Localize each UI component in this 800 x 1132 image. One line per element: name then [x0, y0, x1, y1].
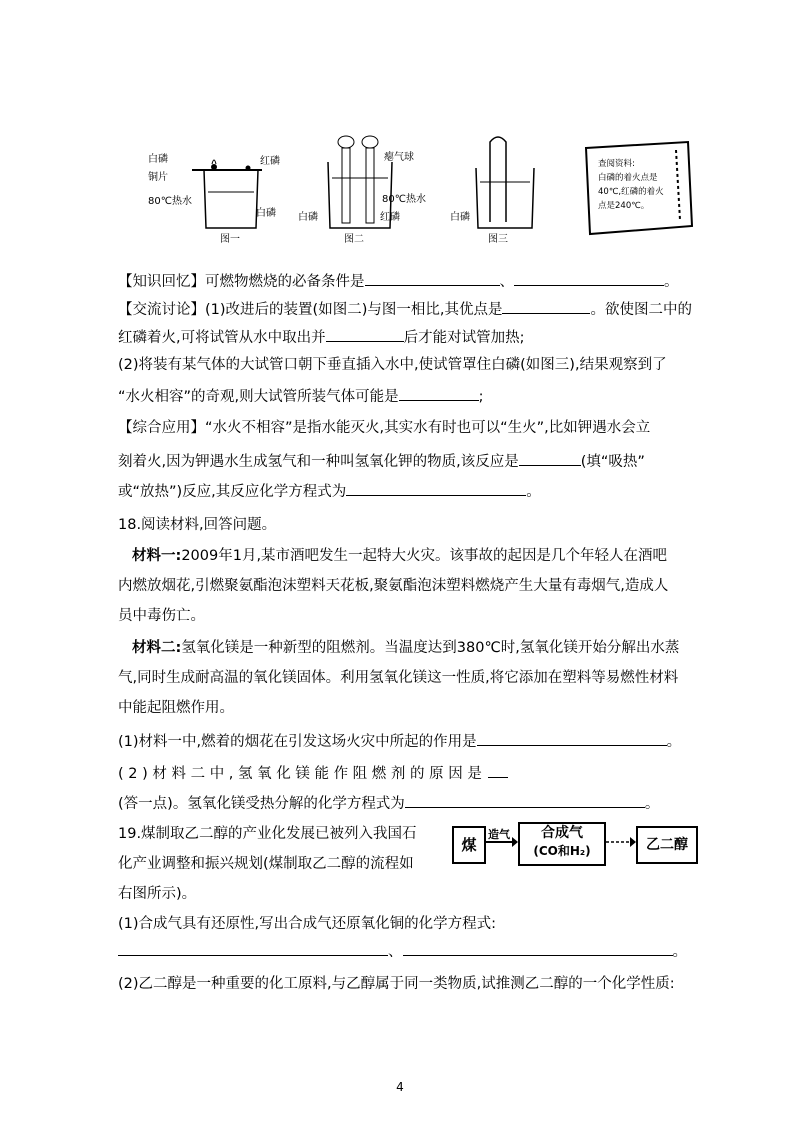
- application-line-1: 【综合应用】“水火不相容”是指水能灭火,其实水有时也可以“生火”,比如钾遇水会立: [118, 420, 651, 436]
- q18-title: 18.阅读材料,回答问题。: [118, 517, 277, 533]
- flow-syngas-box: [518, 822, 606, 866]
- fig1-label-red-phosphorus: 红磷: [260, 156, 280, 167]
- flow-step-label: 造气: [488, 828, 510, 841]
- discussion-line-1: 【交流讨论】(1)改进后的装置(如图二)与图一相比,其优点是 。欲使图二中的: [118, 298, 688, 320]
- recall-line: 【知识回忆】可燃物燃烧的必备条件是 、 。: [118, 270, 688, 292]
- answer-blank[interactable]: [502, 298, 590, 314]
- answer-blank[interactable]: [118, 940, 388, 956]
- fig2-caption: 图二: [344, 234, 364, 245]
- q19-line-1: 19.煤制取乙二醇的产业化发展已被列入我国石: [118, 826, 417, 842]
- q19-sub1-answers: 、 。: [118, 940, 688, 962]
- fig2-label-balloon: 瘪气球: [384, 152, 414, 163]
- application-line-2: 刻着火,因为钾遇水生成氢气和一种叫氢氧化钾的物质,该反应是 (填“吸热”: [118, 450, 688, 472]
- material-2-line-1: 材料二:氢氧化镁是一种新型的阻燃剂。当温度达到380℃时,氢氧化镁开始分解出水蒸: [132, 640, 680, 656]
- fig1-label-water: 80℃热水: [148, 196, 192, 207]
- reference-note-card: [580, 140, 698, 240]
- flow-syngas-sub: (CO和H₂): [533, 844, 591, 858]
- q19-sub2: (2)乙二醇是一种重要的化工原料,与乙醇属于同一类物质,试推测乙二醇的一个化学性质:: [118, 976, 675, 992]
- flow-arrow-2: [604, 836, 636, 848]
- flow-coal-box: 煤: [452, 826, 486, 864]
- answer-blank[interactable]: [326, 326, 404, 342]
- figure-2-apparatus: [298, 130, 448, 245]
- page-number: 4: [396, 1080, 404, 1094]
- flow-product-box: 乙二醇: [636, 826, 698, 864]
- fig1-label-white-phosphorus-2: 白磷: [256, 208, 276, 219]
- q18-sub1: (1)材料一中,燃着的烟花在引发这场火灾中所起的作用是 。: [118, 730, 688, 752]
- note-line-3: 40℃,红磷的着火: [598, 187, 664, 197]
- answer-blank[interactable]: [403, 940, 673, 956]
- fig1-label-white-phosphorus: 白磷: [148, 154, 168, 165]
- q19-line-3: 右图所示)。: [118, 886, 197, 902]
- fig2-label-white-phosphorus: 白磷: [298, 212, 318, 223]
- answer-blank[interactable]: [488, 762, 508, 778]
- fig1-caption: 图一: [220, 234, 240, 245]
- discussion-line-2: 红磷着火,可将试管从水中取出并 后才能对试管加热;: [118, 326, 688, 348]
- flow-arrow-1: [484, 836, 518, 848]
- answer-blank[interactable]: [519, 450, 581, 466]
- fig2-label-water: 80℃热水: [382, 194, 426, 205]
- material-1-line-3: 员中毒伤亡。: [118, 608, 205, 624]
- material-2-line-3: 中能起阻燃作用。: [118, 700, 234, 716]
- discussion-line-4: “水火相容”的奇观,则大试管所装气体可能是 ;: [118, 385, 688, 407]
- fig3-caption: 图三: [488, 234, 508, 245]
- note-line-4: 点是240℃。: [598, 201, 650, 211]
- material-1-line-1: 材料一:2009年1月,某市酒吧发生一起特大火灾。该事故的起因是几个年轻人在酒吧: [132, 548, 668, 564]
- application-line-3: 或“放热”)反应,其反应化学方程式为 。: [118, 480, 688, 502]
- answer-blank[interactable]: [514, 270, 664, 286]
- answer-blank[interactable]: [399, 385, 479, 401]
- answer-blank[interactable]: [346, 480, 526, 496]
- q19-sub1: (1)合成气具有还原性,写出合成气还原氧化铜的化学方程式:: [118, 916, 497, 932]
- figure-1-apparatus: [148, 140, 288, 245]
- material-2-line-2: 气,同时生成耐高温的氧化镁固体。利用氢氧化镁这一性质,将它添加在塑料等易燃性材料: [118, 670, 679, 686]
- answer-blank[interactable]: [405, 792, 645, 808]
- fig1-label-copper: 铜片: [148, 172, 168, 183]
- flow-syngas-label: 合成气: [541, 825, 583, 841]
- discussion-line-3: (2)将装有某气体的大试管口朝下垂直插入水中,使试管罩住白磷(如图三),结果观察到了: [118, 357, 667, 373]
- q18-sub2-line-1: ( 2 ) 材 料 二 中 , 氢 氧 化 镁 能 作 阻 燃 剂 的 原 因 是: [118, 762, 688, 784]
- q19-line-2: 化产业调整和振兴规划(煤制取乙二醇的流程如: [118, 856, 414, 872]
- fig3-label-white-phosphorus: 白磷: [450, 212, 470, 223]
- q18-sub2-line-2: (答一点)。氢氧化镁受热分解的化学方程式为 。: [118, 792, 688, 814]
- answer-blank[interactable]: [477, 730, 667, 746]
- fig2-label-red-phosphorus: 红磷: [380, 212, 400, 223]
- figure-3-apparatus: [450, 130, 550, 245]
- note-line-1: 查阅资料:: [598, 159, 635, 169]
- answer-blank[interactable]: [365, 270, 500, 286]
- material-1-line-2: 内燃放烟花,引燃聚氨酯泡沫塑料天花板,聚氨酯泡沫塑料燃烧产生大量有毒烟气,造成人: [118, 578, 669, 594]
- note-line-2: 白磷的着火点是: [598, 173, 658, 183]
